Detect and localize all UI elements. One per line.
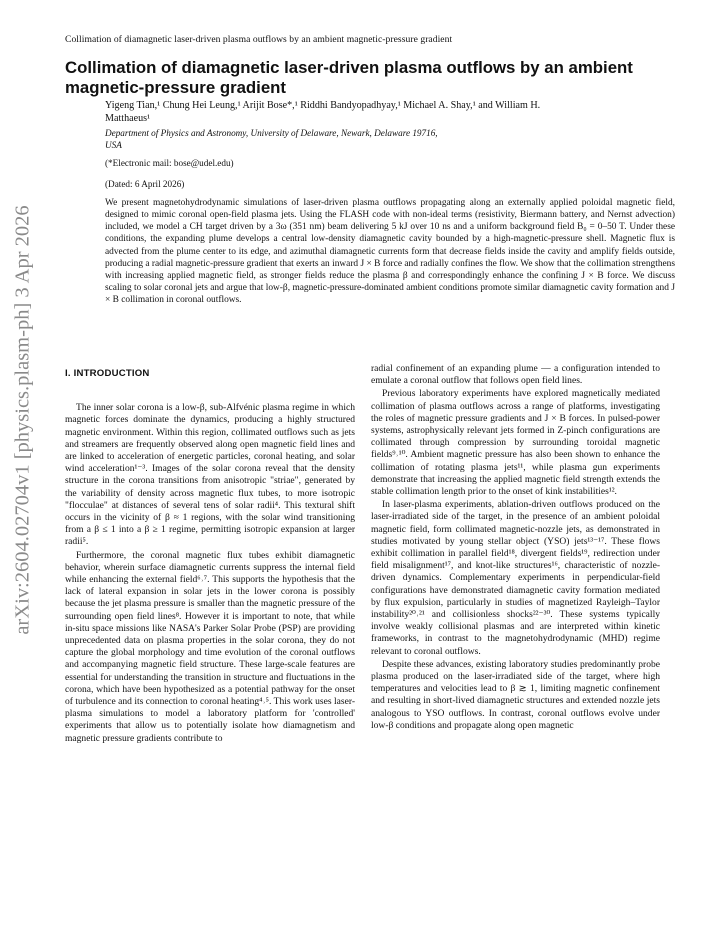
corresponding-email: (*Electronic mail: bose@udel.edu) [105, 158, 234, 168]
paper-title [65, 58, 675, 98]
title-line-1: Collimation of diamagnetic laser-driven plasma outflows by an ambient [65, 58, 633, 77]
paragraph: Despite these advances, existing laboratory studies predominantly probe plasma produced on the laser-irradiated side of the target, where high temperatures and velocities lead to β ≳ 1, limiting magnetic confinement and resulting in short-lived diamagnetic structures and extended nozzle jets analogous to YSO outflows. In contrast, coronal outflows evolve under low-β conditions and propagate along open magnetic [371, 658, 660, 731]
paragraph: radial confinement of an expanding plume — a configuration intended to emulate a coronal outflow that follows open field lines. [371, 363, 660, 387]
paragraph: In laser-plasma experiments, ablation-driven outflows produced on the laser-irradiated side of the target, in the presence of an ambient poloidal magnetic field, form collimated magnetic-nozzle jets, as demonstrated in studies motivated by young stellar object (YSO) jets¹³⁻¹⁷. These flows exhibit collimation in parallel field¹⁸, divergent fields¹⁹, redirection under field misalignment¹⁷, and knot-like structures¹⁶, characteristic of nozzle-driven dynamics. Complementary experiments in perpendicular-field configurations have demonstrated diamagnetic cavity formation mediated by flux expulsion, particularly in studies of magnetized Rayleigh–Taylor instability²⁰˒²¹ and collisionless shocks²²⁻³⁰. These systems typically involve weakly collisional plasmas and are interpreted within kinetic frameworks, in contrast to the magnetohydrodynamic (MHD) regime relevant to coronal outflows. [371, 499, 660, 657]
author-list [105, 99, 665, 125]
running-head: Collimation of diamagnetic laser-driven plasma outflows by an ambient magnetic-pressure gradient [65, 34, 453, 45]
affiliation-line-1: Department of Physics and Astronomy, University of Delaware, Newark, Delaware 19716, [105, 128, 438, 138]
right-column [371, 363, 660, 732]
left-column [65, 368, 355, 745]
authors-line-2: Matthaeus¹ [105, 113, 151, 124]
section-heading-introduction: I. INTRODUCTION [65, 368, 150, 379]
affiliation [105, 127, 665, 152]
title-line-2: magnetic-pressure gradient [65, 78, 287, 97]
abstract [105, 197, 675, 306]
authors-line-1: Yigeng Tian,¹ Chung Hei Leung,¹ Arijit Bose*,¹ Riddhi Bandyopadhyay,¹ Michael A. Shay,¹ and William H. [105, 100, 541, 111]
paragraph: Previous laboratory experiments have explored magnetically mediated collimation of plasma outflows across a range of platforms, investigating the roles of magnetic pressure gradients and J × B forces. In pulsed-power systems, astrophysically relevant jets formed in Z-pinch configurations are collimated through compression by surrounding toroidal magnetic fields⁹˒¹⁰. Ambient magnetic pressure has also been shown to enhance the collimation of rotating plasma jets¹¹, while plasma gun experiments demonstrate that increasing the applied magnetic field strength extends the stable collimation length prior to the onset of kink instabilities¹². [371, 388, 660, 498]
date-line: (Dated: 6 April 2026) [105, 179, 185, 189]
paragraph: Furthermore, the coronal magnetic flux tubes exhibit diamagnetic behavior, wherein surface diamagnetic currents suppress the internal field while enhancing the external field⁶˒⁷. This supports the hypothesis that the lack of lateral expansion in solar jets in the lower corona is possibly because the jet plasma pressure is smaller than the magnetic pressure of the surrounding open field lines⁸. However it is important to note, that while in-situ space missions like NASA's Parker Solar Probe (PSP) are providing unprecedented data on plasma properties in the solar corona, they do not capture the global morphology and time evolution of the coronal outflows and accompanying magnetic field structure. These large-scale features are essential for understanding the transition in structure and fluctuations in the corona, which have been hypothesized as a potential pathway for the onset of turbulence and its connection to coronal heating⁴˒⁵. This work uses laser-plasma simulations to model a laboratory platform for 'controlled' experiments that allow us to potentially isolate how diamagnetism and magnetic pressure gradients contribute to [65, 549, 355, 744]
arxiv-identifier-text: arXiv:2604.02704v1 [physics.plasm-ph] 3 Apr 2026 [11, 205, 34, 635]
abstract-text: We present magnetohydrodynamic simulations of laser-driven plasma outflows propagating along an externally applied poloidal magnetic field, designed to mimic coronal open-field plasma jets. Using the FLASH code with non-ideal terms (resistivity, Biermann battery, and Nernst advection) included, we model a CH target driven by a 3ω (351 nm) beam delivering 5 kJ over 10 ns and a uniform background field B₀ = 0–50 T. Under these conditions, the expanding plume develops a central low-density diamagnetic cavity bounded by a high-magnetic-pressure shell. Magnetic flux is advected from the plume center to its edge, and azimuthal diamagnetic currents form that decrease fields inside the cavity and amplify fields outside, producing a radial magnetic-pressure gradient that exerts an inward J × B force and radially confines the flow. We show that the collimation strengthens with increasing applied magnetic field, as stronger fields reduce the plasma β and correspondingly enhance the confining J × B force. We discuss scaling to solar coronal jets and argue that low-β, magnetic-pressure-dominated ambient conditions promote similar diamagnetic cavity formation and J × B collimation in coronal outflows. [105, 198, 675, 306]
paragraph: The inner solar corona is a low-β, sub-Alfvénic plasma regime in which magnetic forces dominate the dynamics, producing a highly structured magnetic environment. Within this region, collimated outflows such as jets and streamers are frequently observed along open magnetic field lines and are linked to acceleration of energetic particles, coronal heating, and solar wind acceleration¹⁻³. Images of the solar corona reveal that the density structure in the corona transitions from anisotropic "striae", generated by the variability of density across magnetic flux tubes, to more isotropic "flocculae" at distances of several tens of solar radii⁴. This textural shift occurs in the vicinity of β ≈ 1 regions, with the solar wind transitioning from a β ≤ 1 into a β ≥ 1 regime, permitting isotropic expansion at larger radii⁵. [65, 402, 355, 548]
affiliation-line-2: USA [105, 140, 122, 151]
